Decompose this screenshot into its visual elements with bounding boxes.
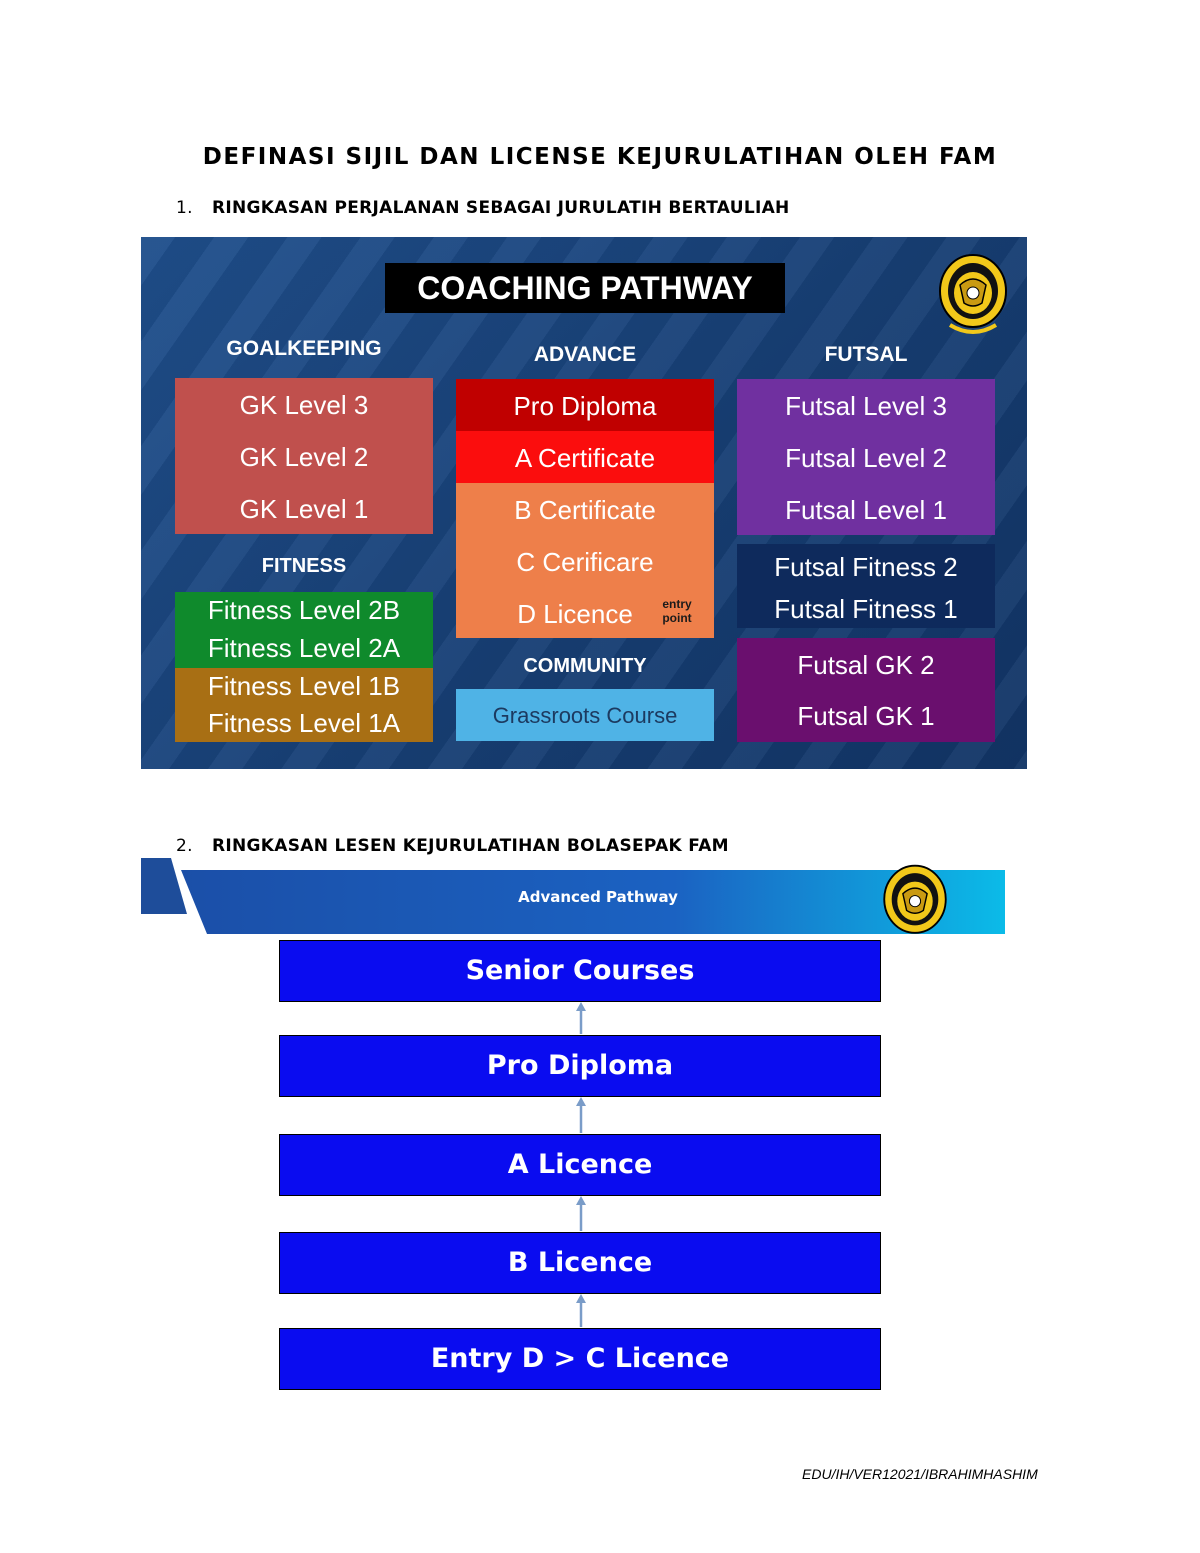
- advance-d-licence: D Licence: [517, 599, 633, 629]
- goalkeeping-block: [175, 378, 433, 534]
- section-1-text: RINGKASAN PERJALANAN SEBAGAI JURULATIH BERTAULIAH: [212, 198, 790, 218]
- futsal-heading: FUTSAL: [824, 343, 908, 366]
- gk-level-2: GK Level 2: [239, 442, 369, 472]
- gk-level-1: GK Level 1: [239, 494, 369, 524]
- fitness-level-1b: Fitness Level 1B: [207, 671, 401, 701]
- coaching-pathway-diagram: [141, 237, 1027, 769]
- advance-pro-diploma: Pro Diploma: [513, 391, 657, 421]
- futsal-fitness-1: Futsal Fitness 1: [774, 594, 958, 624]
- fitness-heading: FITNESS: [261, 555, 347, 577]
- futsal-gk-2: Futsal GK 2: [797, 650, 935, 680]
- page-title: DEFINASI SIJIL DAN LICENSE KEJURULATIHAN OLEH FAM: [202, 144, 998, 170]
- advance-b-certificate: B Certificate: [514, 495, 656, 525]
- section-2-text: RINGKASAN LESEN KEJURULATIHAN BOLASEPAK FAM: [212, 836, 729, 856]
- fitness-level-2a-cell: [175, 630, 433, 668]
- futsal-level-2: Futsal Level 2: [785, 443, 947, 473]
- arrow-up-icon: [574, 1196, 588, 1232]
- futsal-fitness-block: [737, 544, 995, 628]
- advance-a-certificate: A Certificate: [514, 443, 656, 473]
- entry-point-note: entry point: [662, 597, 692, 625]
- fam-crest-icon-2: [875, 862, 955, 944]
- grassroots-course: Grassroots Course: [492, 703, 678, 728]
- futsal-gk-1: Futsal GK 1: [797, 701, 935, 731]
- gk-level-3: GK Level 3: [239, 390, 369, 420]
- futsal-fitness-2: Futsal Fitness 2: [774, 552, 958, 582]
- section-1-heading: [176, 198, 790, 218]
- advance-bcd-block: [456, 483, 714, 638]
- advance-c-cerificare: C Cerificare: [516, 547, 654, 577]
- futsal-levels-block: [737, 379, 995, 535]
- fitness-level-2a: Fitness Level 2A: [207, 633, 401, 663]
- goalkeeping-heading: GOALKEEPING: [226, 337, 382, 360]
- fitness-level-1a-cell: [175, 705, 433, 742]
- futsal-gk-block: [737, 638, 995, 742]
- pro-diploma-box: Pro Diploma: [279, 1035, 881, 1097]
- fitness-level-1b-cell: [175, 668, 433, 705]
- section-1-number: 1.: [176, 198, 193, 218]
- coaching-pathway-title: COACHING PATHWAY: [385, 263, 785, 313]
- section-2-heading: [176, 836, 729, 856]
- futsal-level-1: Futsal Level 1: [785, 495, 947, 525]
- entry-d-c-licence-box: Entry D > C Licence: [279, 1328, 881, 1390]
- community-block: [456, 689, 714, 741]
- community-heading: COMMUNITY: [523, 655, 647, 677]
- fam-crest-icon: [936, 251, 1010, 339]
- fitness-level-2b-cell: [175, 592, 433, 630]
- advance-a-certificate-cell: [456, 431, 714, 483]
- b-licence-box: B Licence: [279, 1232, 881, 1294]
- advance-pro-diploma-cell: [456, 379, 714, 431]
- a-licence-box: A Licence: [279, 1134, 881, 1196]
- fitness-level-1a: Fitness Level 1A: [207, 708, 401, 738]
- advanced-pathway-banner: [141, 858, 1005, 936]
- fitness-level-2b: Fitness Level 2B: [207, 595, 401, 625]
- advance-heading: ADVANCE: [533, 343, 637, 366]
- document-footer: EDU/IH/VER12021/IBRAHIMHASHIM: [802, 1466, 1038, 1482]
- arrow-up-icon: [574, 1002, 588, 1035]
- arrow-up-icon: [574, 1294, 588, 1328]
- futsal-level-3: Futsal Level 3: [785, 391, 947, 421]
- arrow-up-icon: [574, 1097, 588, 1134]
- section-2-number: 2.: [176, 836, 193, 856]
- senior-courses-box: Senior Courses: [279, 940, 881, 1002]
- advanced-pathway-label: Advanced Pathway: [518, 888, 678, 906]
